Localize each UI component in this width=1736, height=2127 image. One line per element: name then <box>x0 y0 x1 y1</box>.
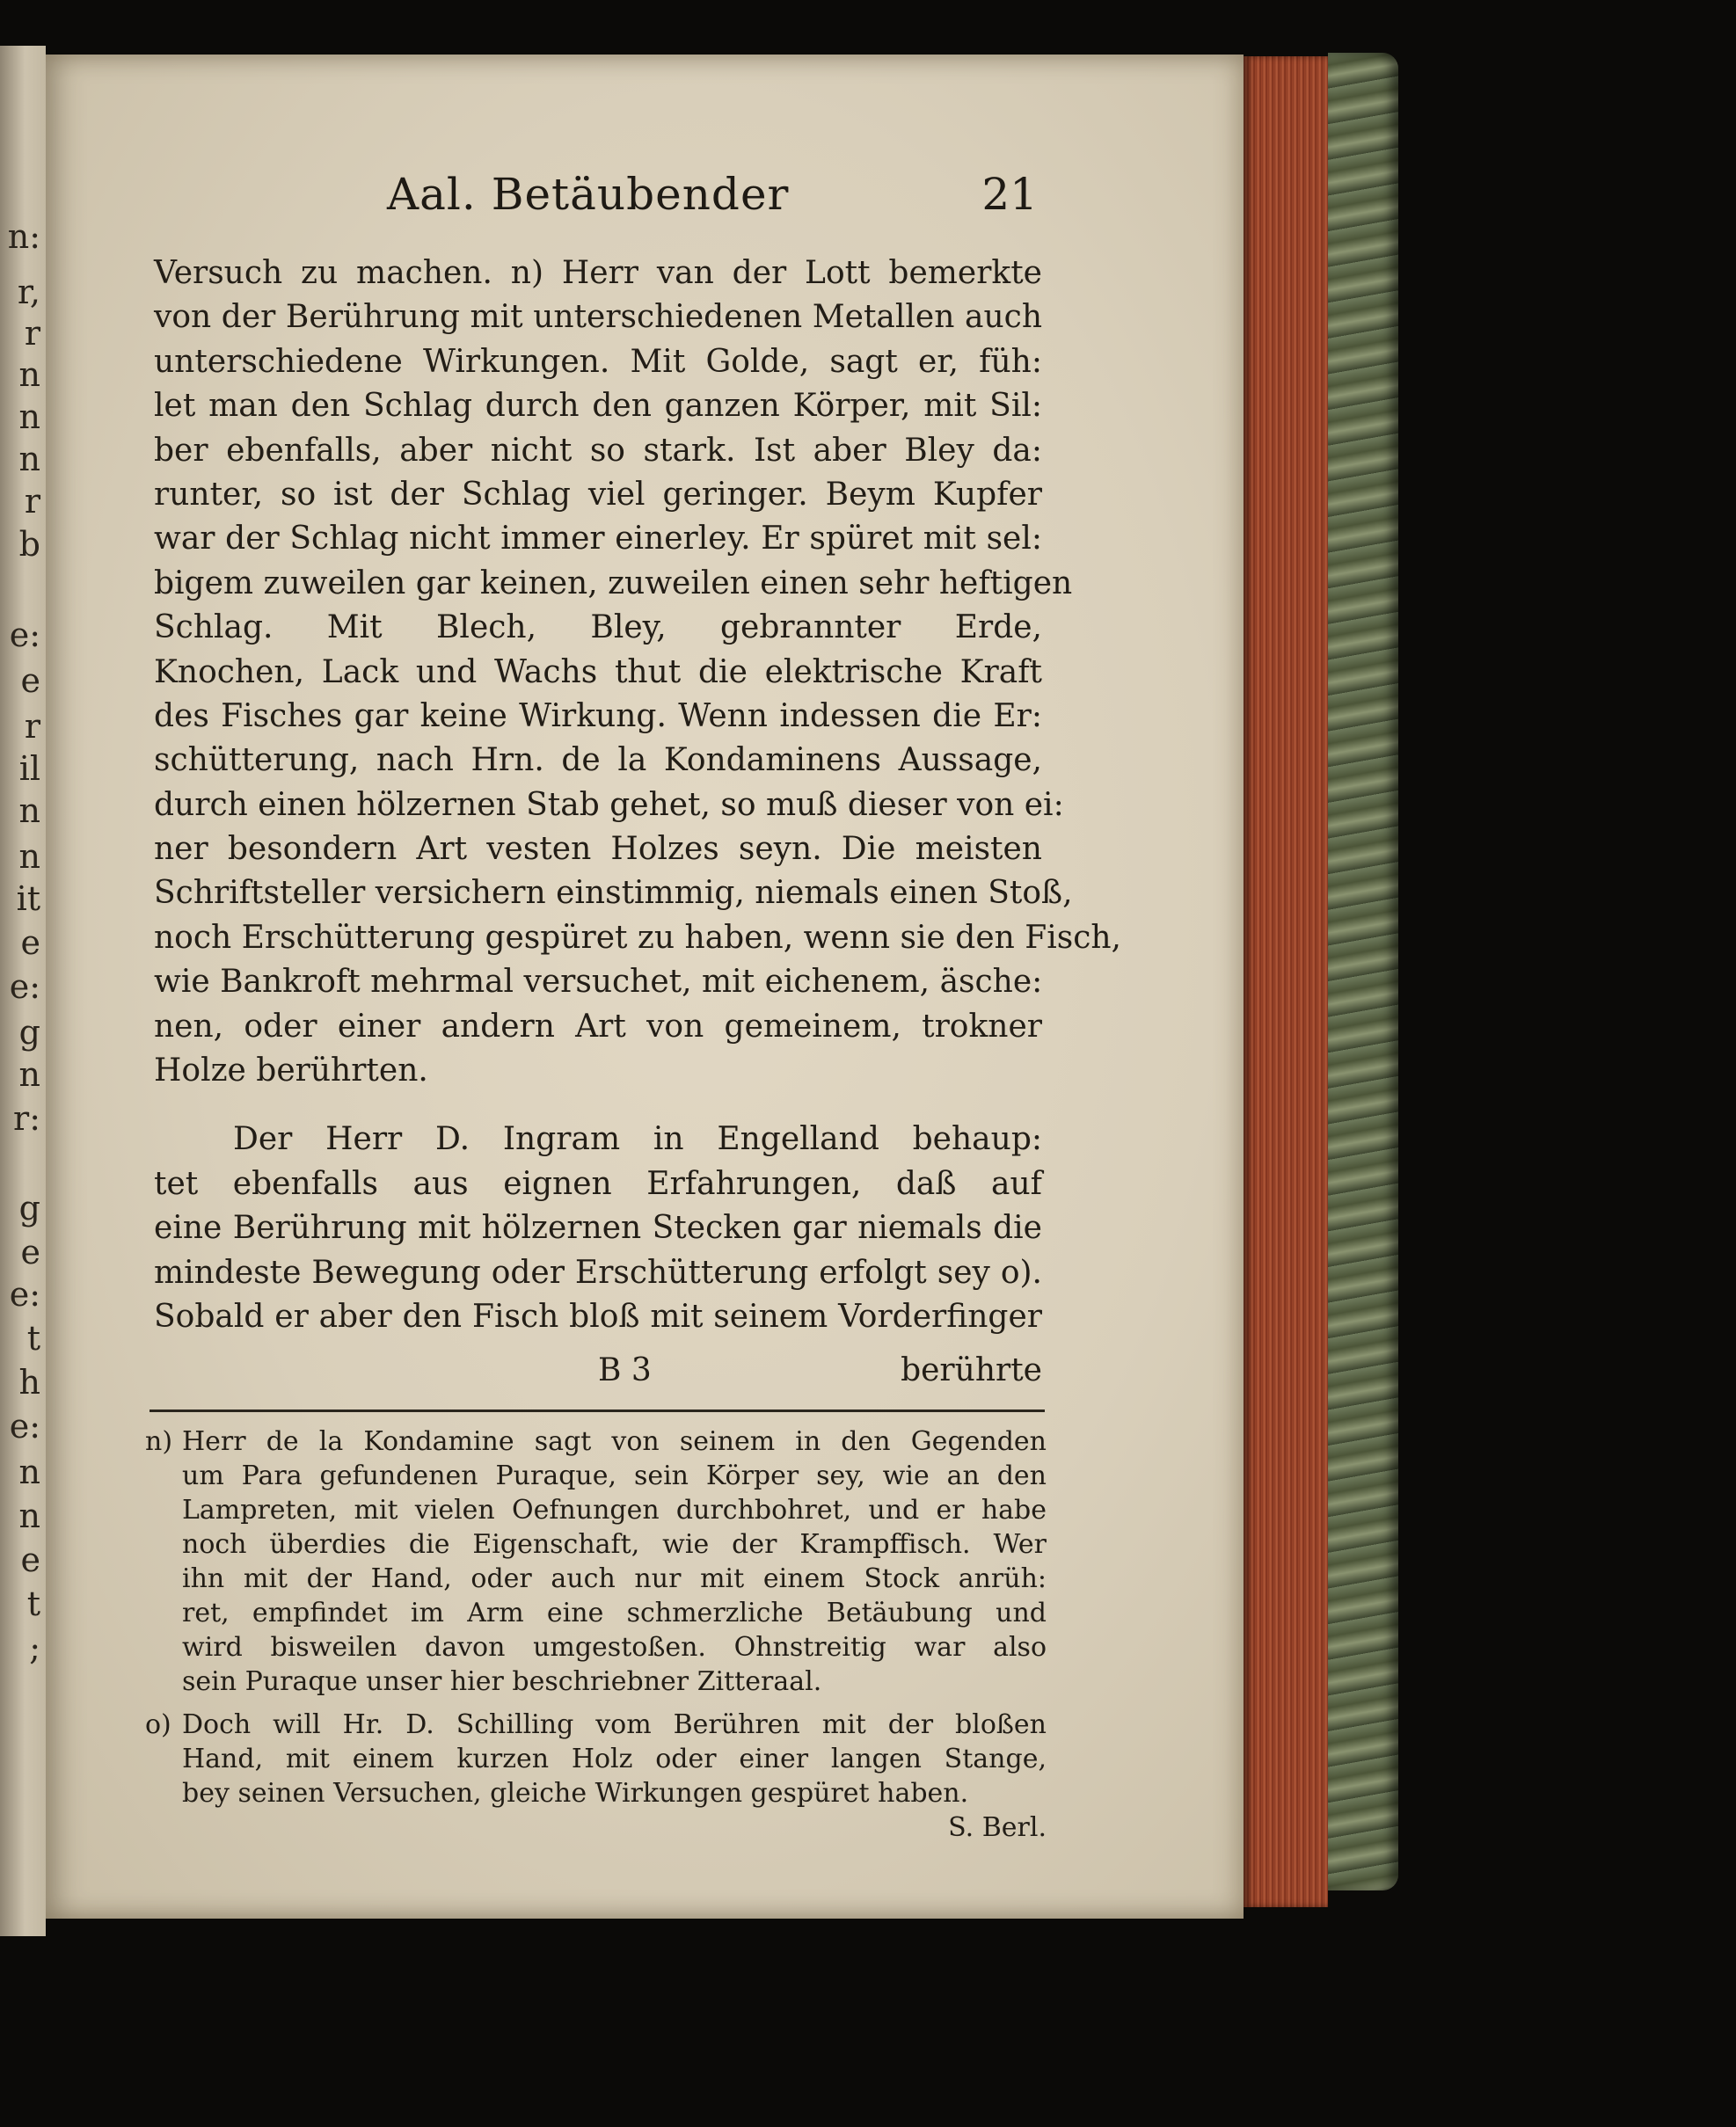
footnote-line: S. Berl. <box>948 1812 1047 1843</box>
text-line: unterschiedene Wirkungen. Mit Golde, sagt er, füh: <box>154 343 1042 380</box>
text-line: durch einen hölzernen Stab gehet, so muß dieser von ei: <box>154 786 1064 823</box>
previous-page-char: n: <box>7 217 40 256</box>
footnote-line: Hand, mit einem kurzen Holz oder einer langen Stange, <box>182 1744 1047 1774</box>
text-line: mindeste Bewegung oder Erschütterung erfolgt sey o). <box>154 1254 1042 1291</box>
text-line: let man den Schlag durch den ganzen Körper, mit Sil: <box>154 388 1042 425</box>
footnote-line: Doch will Hr. D. Schilling vom Berühren mit der bloßen <box>182 1709 1047 1740</box>
previous-page-char: n <box>18 1497 40 1535</box>
footnote <box>145 1708 1047 1845</box>
previous-page-char: il <box>18 749 40 788</box>
text-line: Schlag. Mit Blech, Bley, gebrannter Erde, <box>154 609 1042 646</box>
previous-page-char: n <box>18 397 40 436</box>
footnote <box>145 1424 1047 1699</box>
previous-page-char: e: <box>9 967 40 1006</box>
text-line: Holze berührten. <box>154 1053 428 1089</box>
previous-page-edge <box>0 46 46 1936</box>
footnote-mark: n) <box>145 1426 173 1457</box>
previous-page-char: g <box>18 1013 40 1052</box>
signature-mark: B 3 <box>598 1352 652 1388</box>
previous-page-char: ; <box>29 1628 40 1667</box>
previous-page-char: e <box>20 1233 40 1271</box>
text-line: war der Schlag nicht immer einerley. Er spüret mit sel: <box>154 521 1042 557</box>
text-line: bigem zuweilen gar keinen, zuweilen einen sehr heftigen <box>154 565 1073 601</box>
previous-page-char: e <box>20 923 40 962</box>
previous-page-char: n <box>18 1453 40 1491</box>
footnote-line: noch überdies die Eigenschaft, wie der Krampffisch. Wer <box>182 1529 1047 1560</box>
previous-page-char: r <box>24 314 40 353</box>
previous-page-char: r <box>24 707 40 746</box>
previous-page-char: n <box>18 1055 40 1094</box>
footnote-line: wird bisweilen davon umgestoßen. Ohnstreitig war also <box>182 1632 1047 1663</box>
previous-page-char: e: <box>9 1407 40 1446</box>
footnote-mark: o) <box>145 1709 171 1740</box>
text-line: tet ebenfalls aus eignen Erfahrungen, daß auf <box>154 1165 1042 1202</box>
footnote-line: um Para gefundenen Puraque, sein Körper sey, wie an den <box>182 1460 1047 1491</box>
previous-page-char: n <box>18 355 40 394</box>
previous-page-char: g <box>18 1189 40 1227</box>
text-line: Knochen, Lack und Wachs thut die elektrische Kraft <box>154 653 1042 690</box>
text-line: Der Herr D. Ingram in Engelland behaup: <box>233 1121 1042 1158</box>
previous-page-char: n <box>18 837 40 876</box>
text-line: nen, oder einer andern Art von gemeinem, trokner <box>154 1008 1042 1045</box>
page-edges <box>1244 56 1328 1907</box>
previous-page-char: h <box>18 1363 40 1402</box>
page-footer-line <box>154 1352 1042 1396</box>
footnote-line: Lampreten, mit vielen Oefnungen durchbohret, und er habe <box>182 1495 1047 1526</box>
text-line: Versuch zu machen. n) Herr van der Lott bemerkte <box>154 255 1042 291</box>
text-line: eine Berührung mit hölzernen Stecken gar niemals die <box>154 1210 1042 1247</box>
previous-page-char: it <box>16 879 40 918</box>
previous-page-char: e: <box>9 1275 40 1314</box>
text-line: ber ebenfalls, aber nicht so stark. Ist aber Bley da: <box>154 432 1042 469</box>
footnotes <box>145 1424 1047 1854</box>
text-line: des Fisches gar keine Wirkung. Wenn indessen die Er: <box>154 697 1042 734</box>
footnote-line: sein Puraque unser hier beschriebner Zitteraal. <box>182 1666 822 1697</box>
text-line: schütterung, nach Hrn. de la Kondaminens Aussage, <box>154 742 1042 779</box>
previous-page-char: r, <box>17 273 40 311</box>
footnote-rule <box>150 1410 1045 1412</box>
text-line: ner besondern Art vesten Holzes seyn. Die meisten <box>154 831 1042 868</box>
text-line: wie Bankroft mehrmal versuchet, mit eichenem, äsche: <box>154 964 1043 1001</box>
previous-page-char: e: <box>9 616 40 654</box>
previous-page-char: e <box>20 1541 40 1579</box>
previous-page-char: t <box>26 1584 40 1623</box>
footnote-line: Herr de la Kondamine sagt von seinem in den Gegenden <box>182 1426 1047 1457</box>
previous-page-char: b <box>18 525 40 564</box>
footnote-line: bey seinen Versuchen, gleiche Wirkungen gespüret haben. <box>182 1778 969 1809</box>
previous-page-char: n <box>18 791 40 830</box>
text-line: von der Berührung mit unterschiedenen Metallen auch <box>154 299 1042 336</box>
text-line: Schriftsteller versichern einstimmig, niemals einen Stoß, <box>154 875 1073 912</box>
footnote-line: ihn mit der Hand, oder auch nur mit einem Stock anrüh: <box>182 1563 1047 1594</box>
previous-page-char: n <box>18 440 40 478</box>
previous-page-char: r: <box>13 1099 40 1138</box>
text-line: Sobald er aber den Fisch bloß mit seinem Vorderfinger <box>154 1298 1042 1335</box>
previous-page-char: e <box>20 661 40 700</box>
previous-page-char: t <box>26 1319 40 1358</box>
catchword: berührte <box>901 1352 1042 1388</box>
page-number: 21 <box>981 169 1038 220</box>
text-line: runter, so ist der Schlag viel geringer. Beym Kupfer <box>154 476 1042 513</box>
previous-page-char: r <box>24 482 40 521</box>
running-head-title: Aal. Betäubender <box>387 169 790 220</box>
text-line: noch Erschütterung gespüret zu haben, wenn sie den Fisch, <box>154 919 1122 956</box>
main-text <box>154 251 1122 1339</box>
footnote-line: ret, empfindet im Arm eine schmerzliche Betäubung und <box>182 1598 1047 1628</box>
book-cover-board <box>1328 53 1398 1890</box>
running-head <box>343 169 1038 239</box>
